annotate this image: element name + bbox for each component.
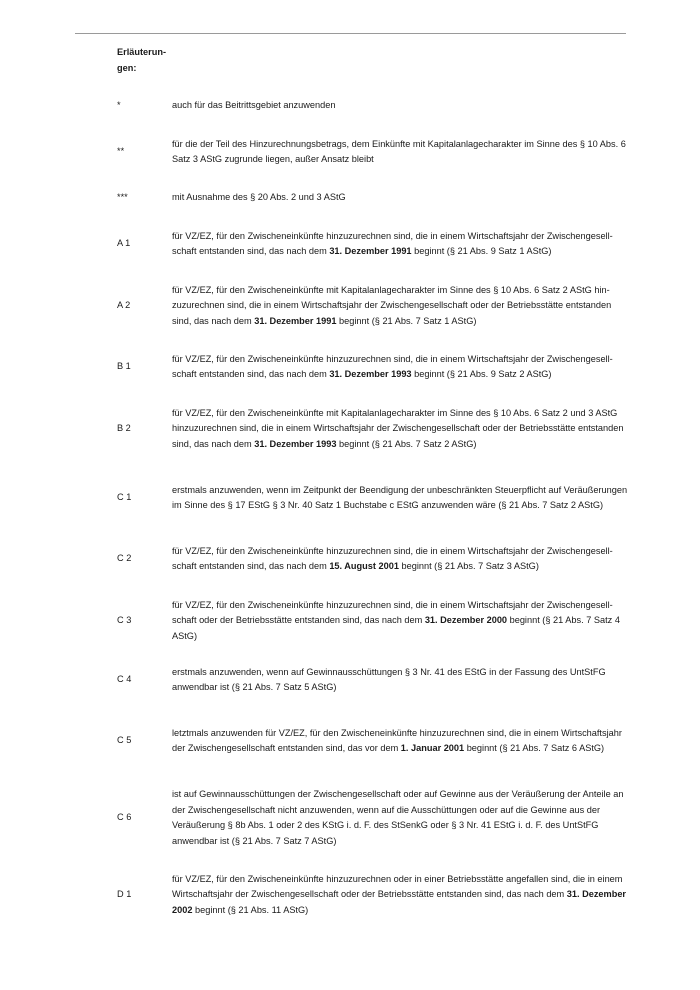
- legend-text: [172, 544, 628, 575]
- legend-fragment: letztmals anzuwenden für VZ/EZ, für den Zwischeneinkünfte hinzuzurechnen sind, die in einem Wirtschaftsjahr der Zwischengesellschaft entstanden sind, das vor dem: [172, 727, 622, 753]
- legend-text: [172, 98, 628, 114]
- legend-key: C 1: [117, 492, 132, 503]
- legend-key: C 3: [117, 615, 132, 626]
- legend-fragment: beginnt (§ 21 Abs. 7 Satz 4 AStG): [172, 615, 620, 641]
- section-heading: Erläuterun- gen:: [117, 47, 167, 73]
- legend-fragment: beginnt (§ 21 Abs. 9 Satz 2 AStG): [411, 369, 552, 379]
- legend-date: 1. Januar 2001: [400, 743, 465, 753]
- legend-key: **: [117, 146, 125, 157]
- legend-fragment: beginnt (§ 21 Abs. 11 AStG): [192, 904, 309, 915]
- legend-text: [172, 787, 628, 849]
- legend-date: 31. Dezember 1991: [329, 246, 412, 256]
- legend-fragment: ist auf Gewinnausschüttungen der Zwischengesellschaft oder auf Gewinne aus der Veräußerung der Anteile an der Zwischengesellschaft nicht anzuwenden, wenn auf die Ausschüttungen oder auf die Gewinne aus der Veräußerung § 8b Abs. 1 oder 2 des KStG i. d. F. des StSenkG oder § 3 Nr. 41 EStG i. d. F. des UntStFG anwendbar ist (§ 21 Abs. 7 Satz 7 AStG): [172, 789, 624, 846]
- legend-text: [172, 598, 628, 645]
- legend-fragment: für VZ/EZ, für den Zwischeneinkünfte hinzuzurechnen sind, die in einem Wirtschaftsjahr der Zwischengesellschaft entstanden sind, das nach dem: [172, 230, 613, 256]
- top-rule: [75, 33, 626, 34]
- legend-fragment: auch für das Beitrittsgebiet anzuwenden: [172, 100, 336, 111]
- legend-key: D 1: [117, 889, 132, 900]
- legend-text: [172, 726, 628, 757]
- legend-date: 31. Dezember 1993: [254, 438, 337, 449]
- legend-date: 15. August 2001: [329, 561, 399, 571]
- legend-date: 31. Dezember 1991: [254, 315, 337, 326]
- legend-fragment: beginnt (§ 21 Abs. 7 Satz 6 AStG): [464, 743, 605, 753]
- legend-text: [172, 190, 628, 206]
- legend-key: C 5: [117, 735, 132, 746]
- legend-key: B 1: [117, 361, 131, 372]
- legend-key: ***: [117, 192, 128, 203]
- legend-key: C 4: [117, 674, 132, 685]
- legend-date: 31. Dezember 2000: [424, 615, 508, 626]
- legend-fragment: beginnt (§ 21 Abs. 7 Satz 1 AStG): [336, 315, 477, 326]
- legend-fragment: erstmals anzuwenden, wenn im Zeitpunkt der Beendigung der unbeschränkten Steuerpflicht auf Veräußerungen im Sinne des § 17 EStG § 3 Nr. 40 Satz 1 Buchstabe c EStG anzuwenden wäre (§ 21 Abs. 7 Satz 2 AStG): [172, 484, 628, 510]
- legend-key: *: [117, 100, 121, 111]
- legend-text: [172, 665, 628, 696]
- legend-text: [172, 352, 628, 383]
- legend-key: B 2: [117, 423, 131, 434]
- legend-fragment: beginnt (§ 21 Abs. 7 Satz 3 AStG): [398, 561, 539, 571]
- legend-text: [172, 483, 628, 514]
- legend-text: [172, 229, 628, 260]
- legend-text: [172, 872, 628, 919]
- legend-fragment: erstmals anzuwenden, wenn auf Gewinnausschüttungen § 3 Nr. 41 des EStG in der Fassung des UntStFG anwendbar ist (§ 21 Abs. 7 Satz 5 AStG): [172, 666, 606, 692]
- legend-text: [172, 137, 628, 168]
- legend-key: C 2: [117, 553, 132, 564]
- legend-fragment: für VZ/EZ, für den Zwischeneinkünfte hinzuzurechnen sind, die in einem Wirtschaftsjahr der Zwischengesellschaft entstanden sind, das nach dem: [172, 353, 613, 379]
- legend-key: A 2: [117, 300, 131, 311]
- legend-fragment: für VZ/EZ, für den Zwischeneinkünfte mit Kapitalanlagecharakter im Sinne des § 10 Abs. 6 Satz 2 AStG hinzuzurechnen sind, die in einem Wirtschaftsjahr der Zwischengesellschaft oder der Betriebsstätte entstanden sind, das nach dem: [172, 284, 612, 326]
- legend-key: C 6: [117, 812, 132, 823]
- legend-date: 31. Dezember 1993: [329, 369, 412, 379]
- legend-fragment: für die der Teil des Hinzurechnungsbetrags, dem Einkünfte mit Kapitalanlagecharakter im Sinne des § 10 Abs. 6 Satz 3 AStG zugrunde liegen, außer Ansatz bleibt: [172, 138, 626, 164]
- legend-text: [172, 283, 628, 330]
- legend-key: A 1: [117, 238, 131, 249]
- legend-fragment: für VZ/EZ, für den Zwischeneinkünfte mit Kapitalanlagecharakter im Sinne des § 10 Abs. 6 Satz 2 und 3 AStG hinzuzurechnen sind, die in einem Wirtschaftsjahr der Zwischengesellschaft oder der Betriebsstätte entstanden sind, das nach dem: [172, 407, 624, 449]
- legend-date: 31. Dezember 2002: [172, 889, 627, 915]
- legend-text: [172, 406, 628, 453]
- legend-fragment: für VZ/EZ, für den Zwischeneinkünfte hinzuzurechnen sind, die in einem Wirtschaftsjahr der Zwischengesellschaft entstanden sind, das nach dem: [172, 545, 613, 571]
- legend-fragment: beginnt (§ 21 Abs. 9 Satz 1 AStG): [411, 246, 552, 256]
- legend-fragment: für VZ/EZ, für den Zwischeneinkünfte hinzuzurechnen sind, die in einem Wirtschaftsjahr der Zwischengesellschaft oder der Betriebsstätte entstanden sind, das nach dem: [172, 599, 613, 626]
- legend-fragment: für VZ/EZ, für den Zwischeneinkünfte hinzuzurechnen oder in einer Betriebsstätte angefallen sind, die in einem Wirtschaftsjahr der Zwischengesellschaft oder der Betriebsstätte entstanden sind, das nach dem: [172, 873, 623, 900]
- legend-fragment: beginnt (§ 21 Abs. 7 Satz 2 AStG): [336, 438, 477, 449]
- legend-fragment: mit Ausnahme des § 20 Abs. 2 und 3 AStG: [172, 192, 346, 203]
